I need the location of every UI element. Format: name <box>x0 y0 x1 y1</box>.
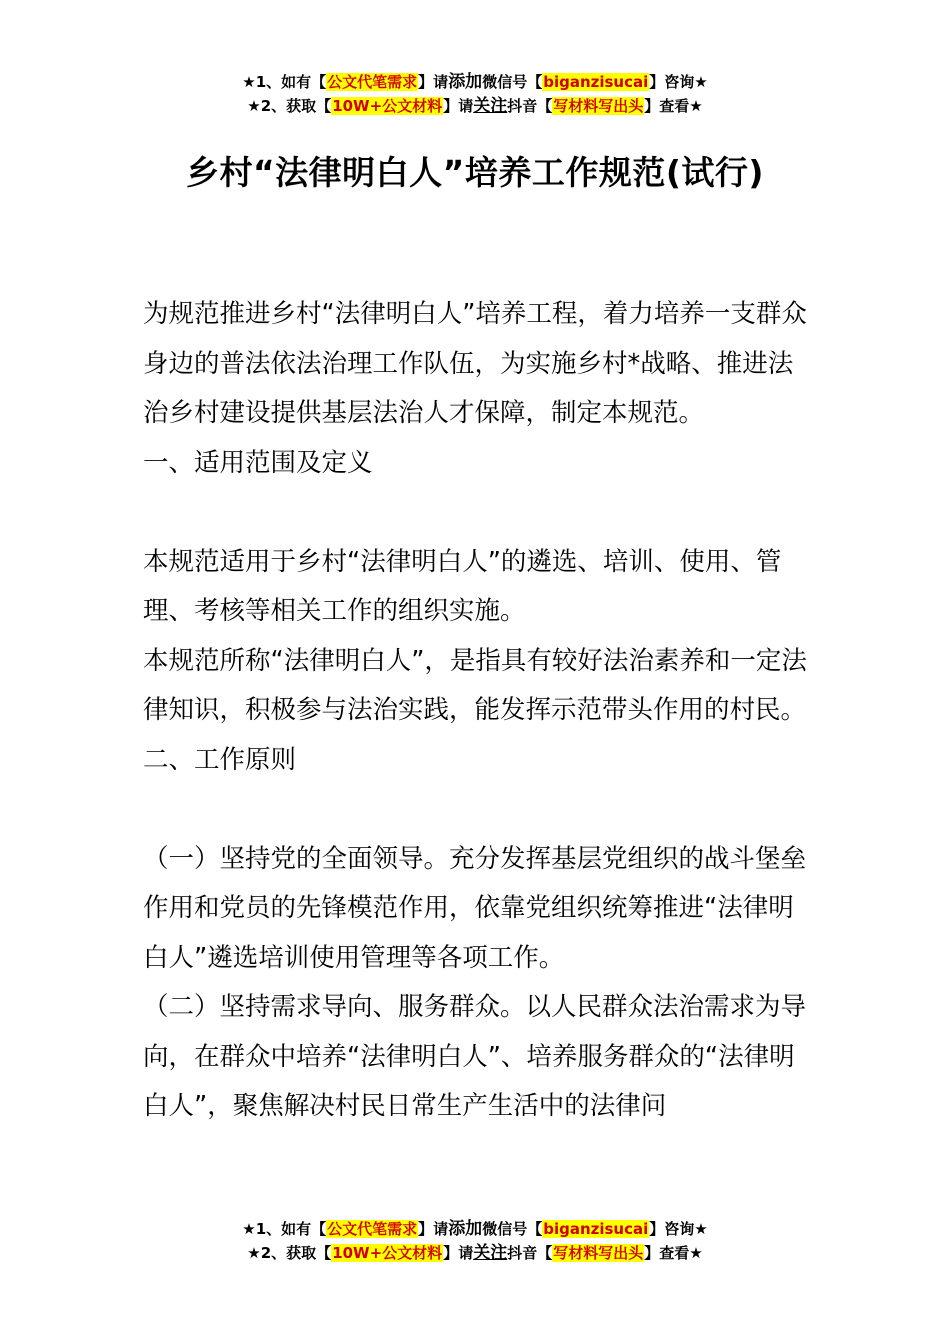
banner-line-2: ★2、获取【10W+公文材料】请关注抖音【写材料写出头】查看★ <box>247 1243 703 1263</box>
banner-highlight: 公文代笔需求 <box>327 73 418 91</box>
banner-highlight: 10W+公文材料 <box>332 97 443 115</box>
section-heading: 二、工作原则 <box>143 744 297 775</box>
section-heading: 一、适用范围及定义 <box>143 447 373 478</box>
body-paragraph: 本规范所称“法律明白人”，是指具有较好法治素养和一定法律知识，积极参与法治实践，能发挥示范带头作用的村民。 <box>143 645 807 725</box>
banner-highlight: 写材料写出头 <box>553 1244 644 1262</box>
body-paragraph: （二）坚持需求导向、服务群众。以人民群众法治需求为导向，在群众中培养“法律明白人”、培养服务群众的“法律明白人”，聚焦解决村民日常生产生活中的法律问 <box>143 992 807 1121</box>
banner-highlight: biganzisucai <box>543 73 649 91</box>
banner-highlight: biganzisucai <box>543 1220 649 1238</box>
document-title: 乡村“法律明白人”培养工作规范(试行) <box>185 153 765 192</box>
banner-line-2: ★2、获取【10W+公文材料】请关注抖音【写材料写出头】查看★ <box>247 96 703 116</box>
header-banner <box>0 70 950 118</box>
banner-line-1: ★1、如有【公文代笔需求】请添加微信号【biganzisucai】咨询★ <box>242 72 708 92</box>
footer-banner <box>0 1217 950 1265</box>
banner-line-1: ★1、如有【公文代笔需求】请添加微信号【biganzisucai】咨询★ <box>242 1219 708 1239</box>
intro-paragraph: 为规范推进乡村“法律明白人”培养工程，着力培养一支群众身边的普法依法治理工作队伍，为实施乡村*战略、推进法治乡村建设提供基层法治人才保障，制定本规范。 <box>143 299 807 428</box>
banner-highlight: 写材料写出头 <box>553 97 644 115</box>
banner-highlight: 公文代笔需求 <box>327 1220 418 1238</box>
body-paragraph: 本规范适用于乡村“法律明白人”的遴选、培训、使用、管理、考核等相关工作的组织实施。 <box>143 546 782 626</box>
banner-highlight: 10W+公文材料 <box>332 1244 443 1262</box>
document-body <box>143 290 811 1132</box>
body-paragraph: （一）坚持党的全面领导。充分发挥基层党组织的战斗堡垒作用和党员的先锋模范作用，依靠党组织统筹推进“法律明白人”遴选培训使用管理等各项工作。 <box>143 843 807 973</box>
